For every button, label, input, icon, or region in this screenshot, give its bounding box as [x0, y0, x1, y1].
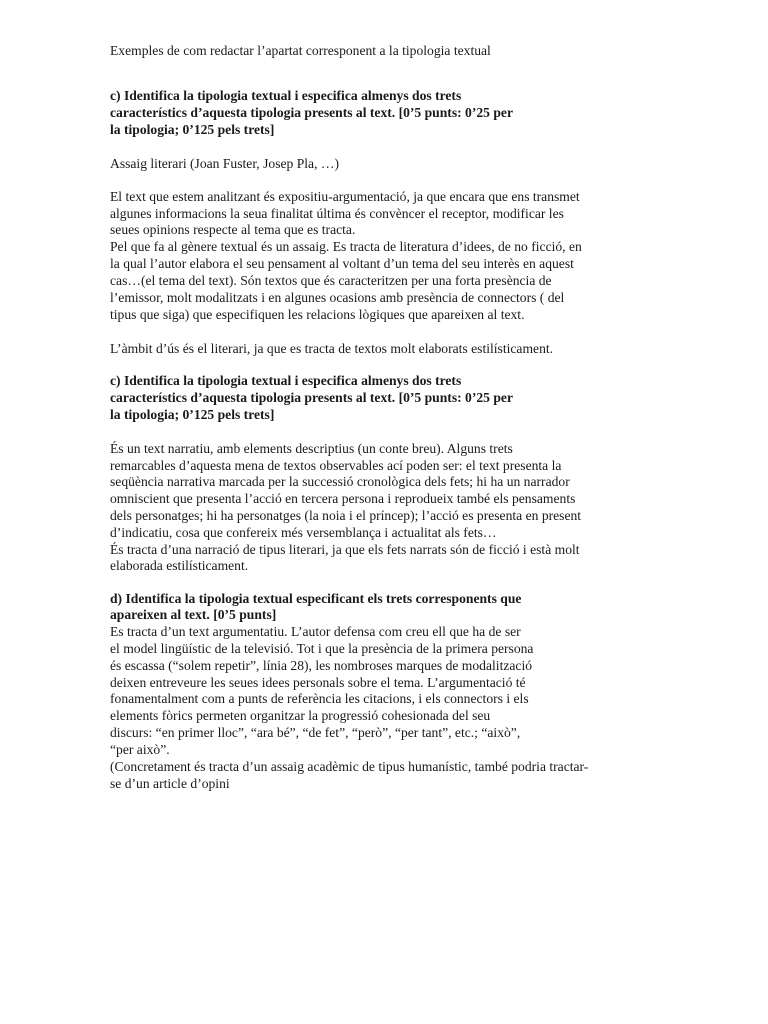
section-3-paragraph-line: discurs: “en primer lloc”, “ara bé”, “de fet”, “però”, “per tant”, etc.; “això”,: [110, 725, 521, 740]
section-1-paragraph-line: algunes informacions la seua finalitat última és convèncer el receptor, modificar les: [110, 206, 564, 221]
section-2-heading-line-2: característics d’aquesta tipologia presents al text. [0’5 punts: 0’25 per: [110, 390, 513, 405]
section-2-paragraph-line: És tracta d’una narració de tipus literari, ja que els fets narrats són de ficció i està molt: [110, 542, 580, 557]
section-2-paragraph-line: dels personatges; hi ha personatges (la noia i el príncep); l’acció es presenta en present: [110, 508, 582, 523]
section-2-paragraph-line: omniscient que presenta l’acció en tercera persona i reprodueix també els pensaments: [110, 491, 576, 506]
section-3-paragraph-line: fonamentalment com a punts de referència les citacions, i els connectors i els: [110, 691, 529, 706]
section-3-paragraph-line: deixen entreveure les seues idees personals sobre el tema. L’argumentació té: [110, 675, 526, 690]
section-1-paragraph-line: l’emissor, molt modalitzats i en algunes ocasions amb presència de connectors ( del: [110, 290, 565, 305]
section-3-heading-line-2: apareixen al text. [0’5 punts]: [110, 607, 277, 622]
section-3-paragraph-line: el model lingüístic de la televisió. Tot i que la presència de la primera persona: [110, 641, 534, 656]
section-1-heading-line-2: característics d’aquesta tipologia presents al text. [0’5 punts: 0’25 per: [110, 105, 513, 120]
section-1-paragraph-line: Pel que fa al gènere textual és un assaig. Es tracta de literatura d’idees, de no ficció, en: [110, 239, 582, 254]
section-1-paragraph2-line: L’àmbit d’ús és el literari, ja que es tracta de textos molt elaborats estilísticament.: [110, 341, 554, 356]
section-3-paragraph-line: (Concretament és tracta d’un assaig acadèmic de tipus humanístic, també podria tractar-: [110, 759, 589, 774]
section-1-paragraph-line: cas…(el tema del text). Són textos que és caracteritzen per una forta presència de: [110, 273, 552, 288]
section-2-paragraph-line: seqüència narrativa marcada per la successió cronològica dels fets; hi ha un narrador: [110, 474, 570, 489]
section-1-paragraph-line: tipus que siga) que especifiquen les relacions lògiques que apareixen al text.: [110, 307, 525, 322]
section-1-heading-line-3: la tipologia; 0’125 pels trets]: [110, 122, 275, 137]
section-3-paragraph-line: és escassa (“solem repetir”, línia 28), les nombroses marques de modalització: [110, 658, 533, 673]
section-3-paragraph-line: Es tracta d’un text argumentatiu. L’autor defensa com creu ell que ha de ser: [110, 624, 521, 639]
section-2-paragraph-line: És un text narratiu, amb elements descriptius (un conte breu). Alguns trets: [110, 441, 513, 456]
section-2-paragraph-line: elaborada estilísticament.: [110, 558, 249, 573]
section-3-heading-line-1: d) Identifica la tipologia textual especificant els trets corresponents que: [110, 591, 522, 606]
section-3-paragraph-line: se d’un article d’opini: [110, 776, 230, 791]
section-1-paragraph-line: la qual l’autor elabora el seu pensament al voltant d’un tema del seu interès en aquest: [110, 256, 574, 271]
section-2-heading-line-1: c) Identifica la tipologia textual i especifica almenys dos trets: [110, 373, 462, 388]
section-1-paragraph-line: seues opinions respecte al tema que es tracta.: [110, 222, 356, 237]
section-3-paragraph-line: “per això”.: [110, 742, 170, 757]
section-1-paragraph-line: El text que estem analitzant és expositiu-argumentació, ja que encara que ens transmet: [110, 189, 580, 204]
intro-line: Exemples de com redactar l’apartat corresponent a la tipologia textual: [110, 43, 491, 58]
section-2-paragraph-line: remarcables d’aquesta mena de textos observables ací poden ser: el text presenta la: [110, 458, 562, 473]
section-2-paragraph-line: d’indicatiu, cosa que confereix més versemblança i actualitat als fets…: [110, 525, 497, 540]
section-2-heading-line-3: la tipologia; 0’125 pels trets]: [110, 407, 275, 422]
section-1-subtitle: Assaig literari (Joan Fuster, Josep Pla, …): [110, 156, 340, 171]
section-1-heading-line-1: c) Identifica la tipologia textual i especifica almenys dos trets: [110, 88, 462, 103]
section-3-paragraph-line: elements fòrics permeten organitzar la progressió cohesionada del seu: [110, 708, 491, 723]
